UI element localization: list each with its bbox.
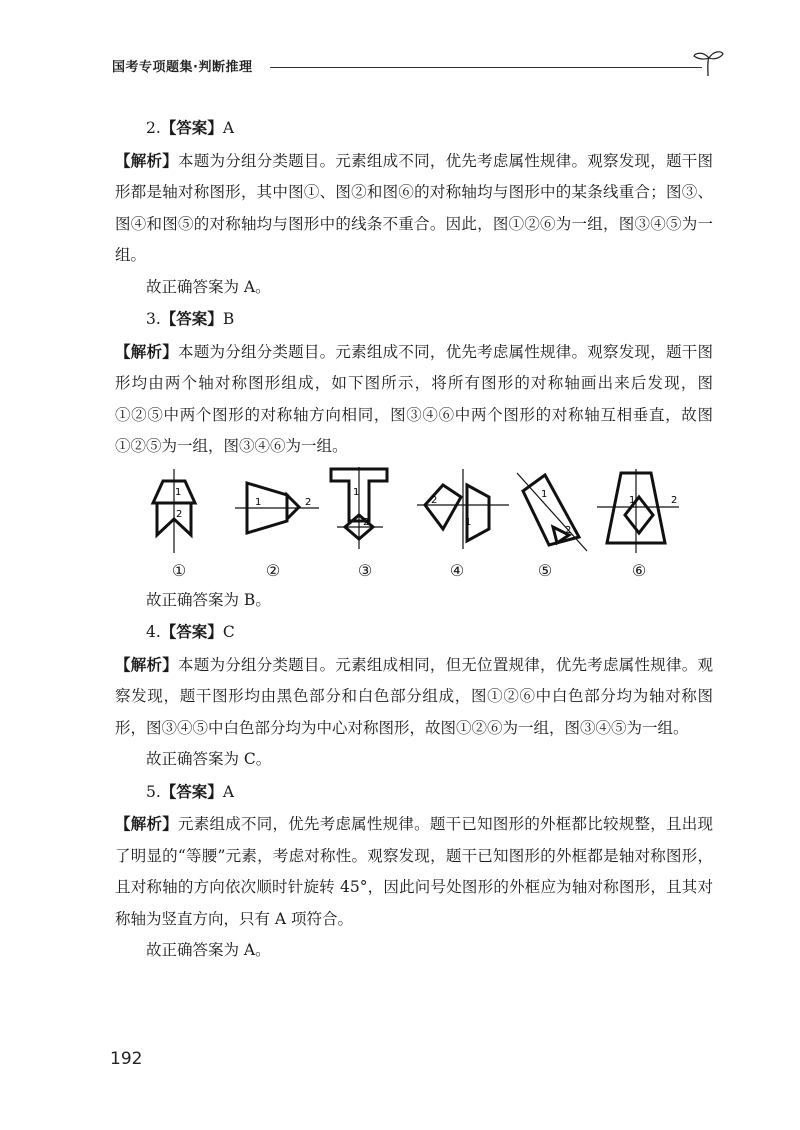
figure-2-label: ②	[265, 560, 281, 580]
figure-3-label: ③	[357, 560, 373, 580]
header-title: 国考专项题集·判断推理	[112, 60, 253, 75]
q2-conclusion: 故正确答案为 A。	[146, 277, 271, 296]
svg-text:2: 2	[565, 524, 572, 536]
svg-text:1: 1	[541, 488, 548, 500]
svg-text:1: 1	[255, 496, 262, 508]
running-header	[112, 48, 722, 76]
svg-text:2: 2	[363, 516, 370, 528]
figure-1-label: ①	[171, 560, 187, 580]
svg-text:2: 2	[176, 508, 183, 520]
figure-5-label: ⑤	[537, 560, 553, 580]
q3-analysis: 【解析】本题为分组分类题目。元素组成不同，优先考虑属性规律。观察发现，题干图形均由两个轴对称图形组成，如下图所示，将所有图形的对称轴画出来后发现，图①②⑤中两个图形的对称轴方向相同，图③④⑥中两个图形的对称轴互相垂直，故图①②⑤为一组，图③④⑥为一组。	[115, 341, 713, 455]
svg-text:1: 1	[465, 516, 472, 528]
q4-analysis: 【解析】本题为分组分类题目。元素组成相同，但无位置规律，优先考虑属性规律。观察发现，题干图形均由黑色部分和白色部分组成，图①②⑥中白色部分均为轴对称图形，图③④⑤中白色部分均为中心对称图形，故图①②⑥为一组，图③④⑤为一组。	[115, 654, 713, 737]
sprout-icon	[692, 48, 726, 78]
answer-explanations	[115, 112, 713, 967]
q2-analysis: 【解析】本题为分组分类题目。元素组成不同，优先考虑属性规律。观察发现，题干图形都是轴对称图形，其中图①、图②和图⑥的对称轴均与图形中的某条线重合；图③、图④和图⑤的对称轴均与图形中的线条不重合。因此，图①②⑥为一组，图③④⑤为一组。	[115, 150, 713, 264]
q5-analysis: 【解析】元素组成不同，优先考虑属性规律。题干已知图形的外框都比较规整，且出现了明显的“等腰”元素，考虑对称性。观察发现，题干已知图形的外框都是轴对称图形，且对称轴的方向依次顺时针旋转 45°，因此问号处图形的外框应为轴对称图形，且其对称轴为竖直方向，只有 A 项符合。	[115, 814, 713, 928]
q4-answer-line: 4.【答案】C	[146, 622, 235, 641]
figure-5	[513, 467, 593, 557]
q4-conclusion: 故正确答案为 C。	[146, 750, 272, 768]
q3-answer-line: 3.【答案】B	[146, 309, 235, 328]
q5-answer-line: 5.【答案】A	[146, 781, 235, 801]
figure-4	[413, 467, 513, 557]
figure-6	[595, 467, 685, 557]
svg-text:2: 2	[671, 494, 678, 506]
svg-text:2: 2	[305, 496, 312, 508]
svg-text:1: 1	[629, 494, 636, 506]
q3-conclusion: 故正确答案为 B。	[146, 590, 271, 609]
figure-1	[143, 467, 213, 557]
svg-text:2: 2	[431, 494, 438, 506]
page-number: 192	[110, 1049, 143, 1069]
header-rule	[270, 67, 702, 68]
svg-text:1: 1	[353, 486, 360, 498]
symmetry-axis-figures	[115, 467, 713, 585]
figure-6-label: ⑥	[631, 560, 647, 580]
figure-2	[233, 467, 323, 557]
figure-3	[323, 467, 403, 557]
svg-text:1: 1	[175, 486, 182, 498]
figure-4-label: ④	[449, 560, 465, 580]
q5-conclusion: 故正确答案为 A。	[146, 941, 271, 959]
q2-answer-line: 2.【答案】A	[146, 118, 235, 137]
